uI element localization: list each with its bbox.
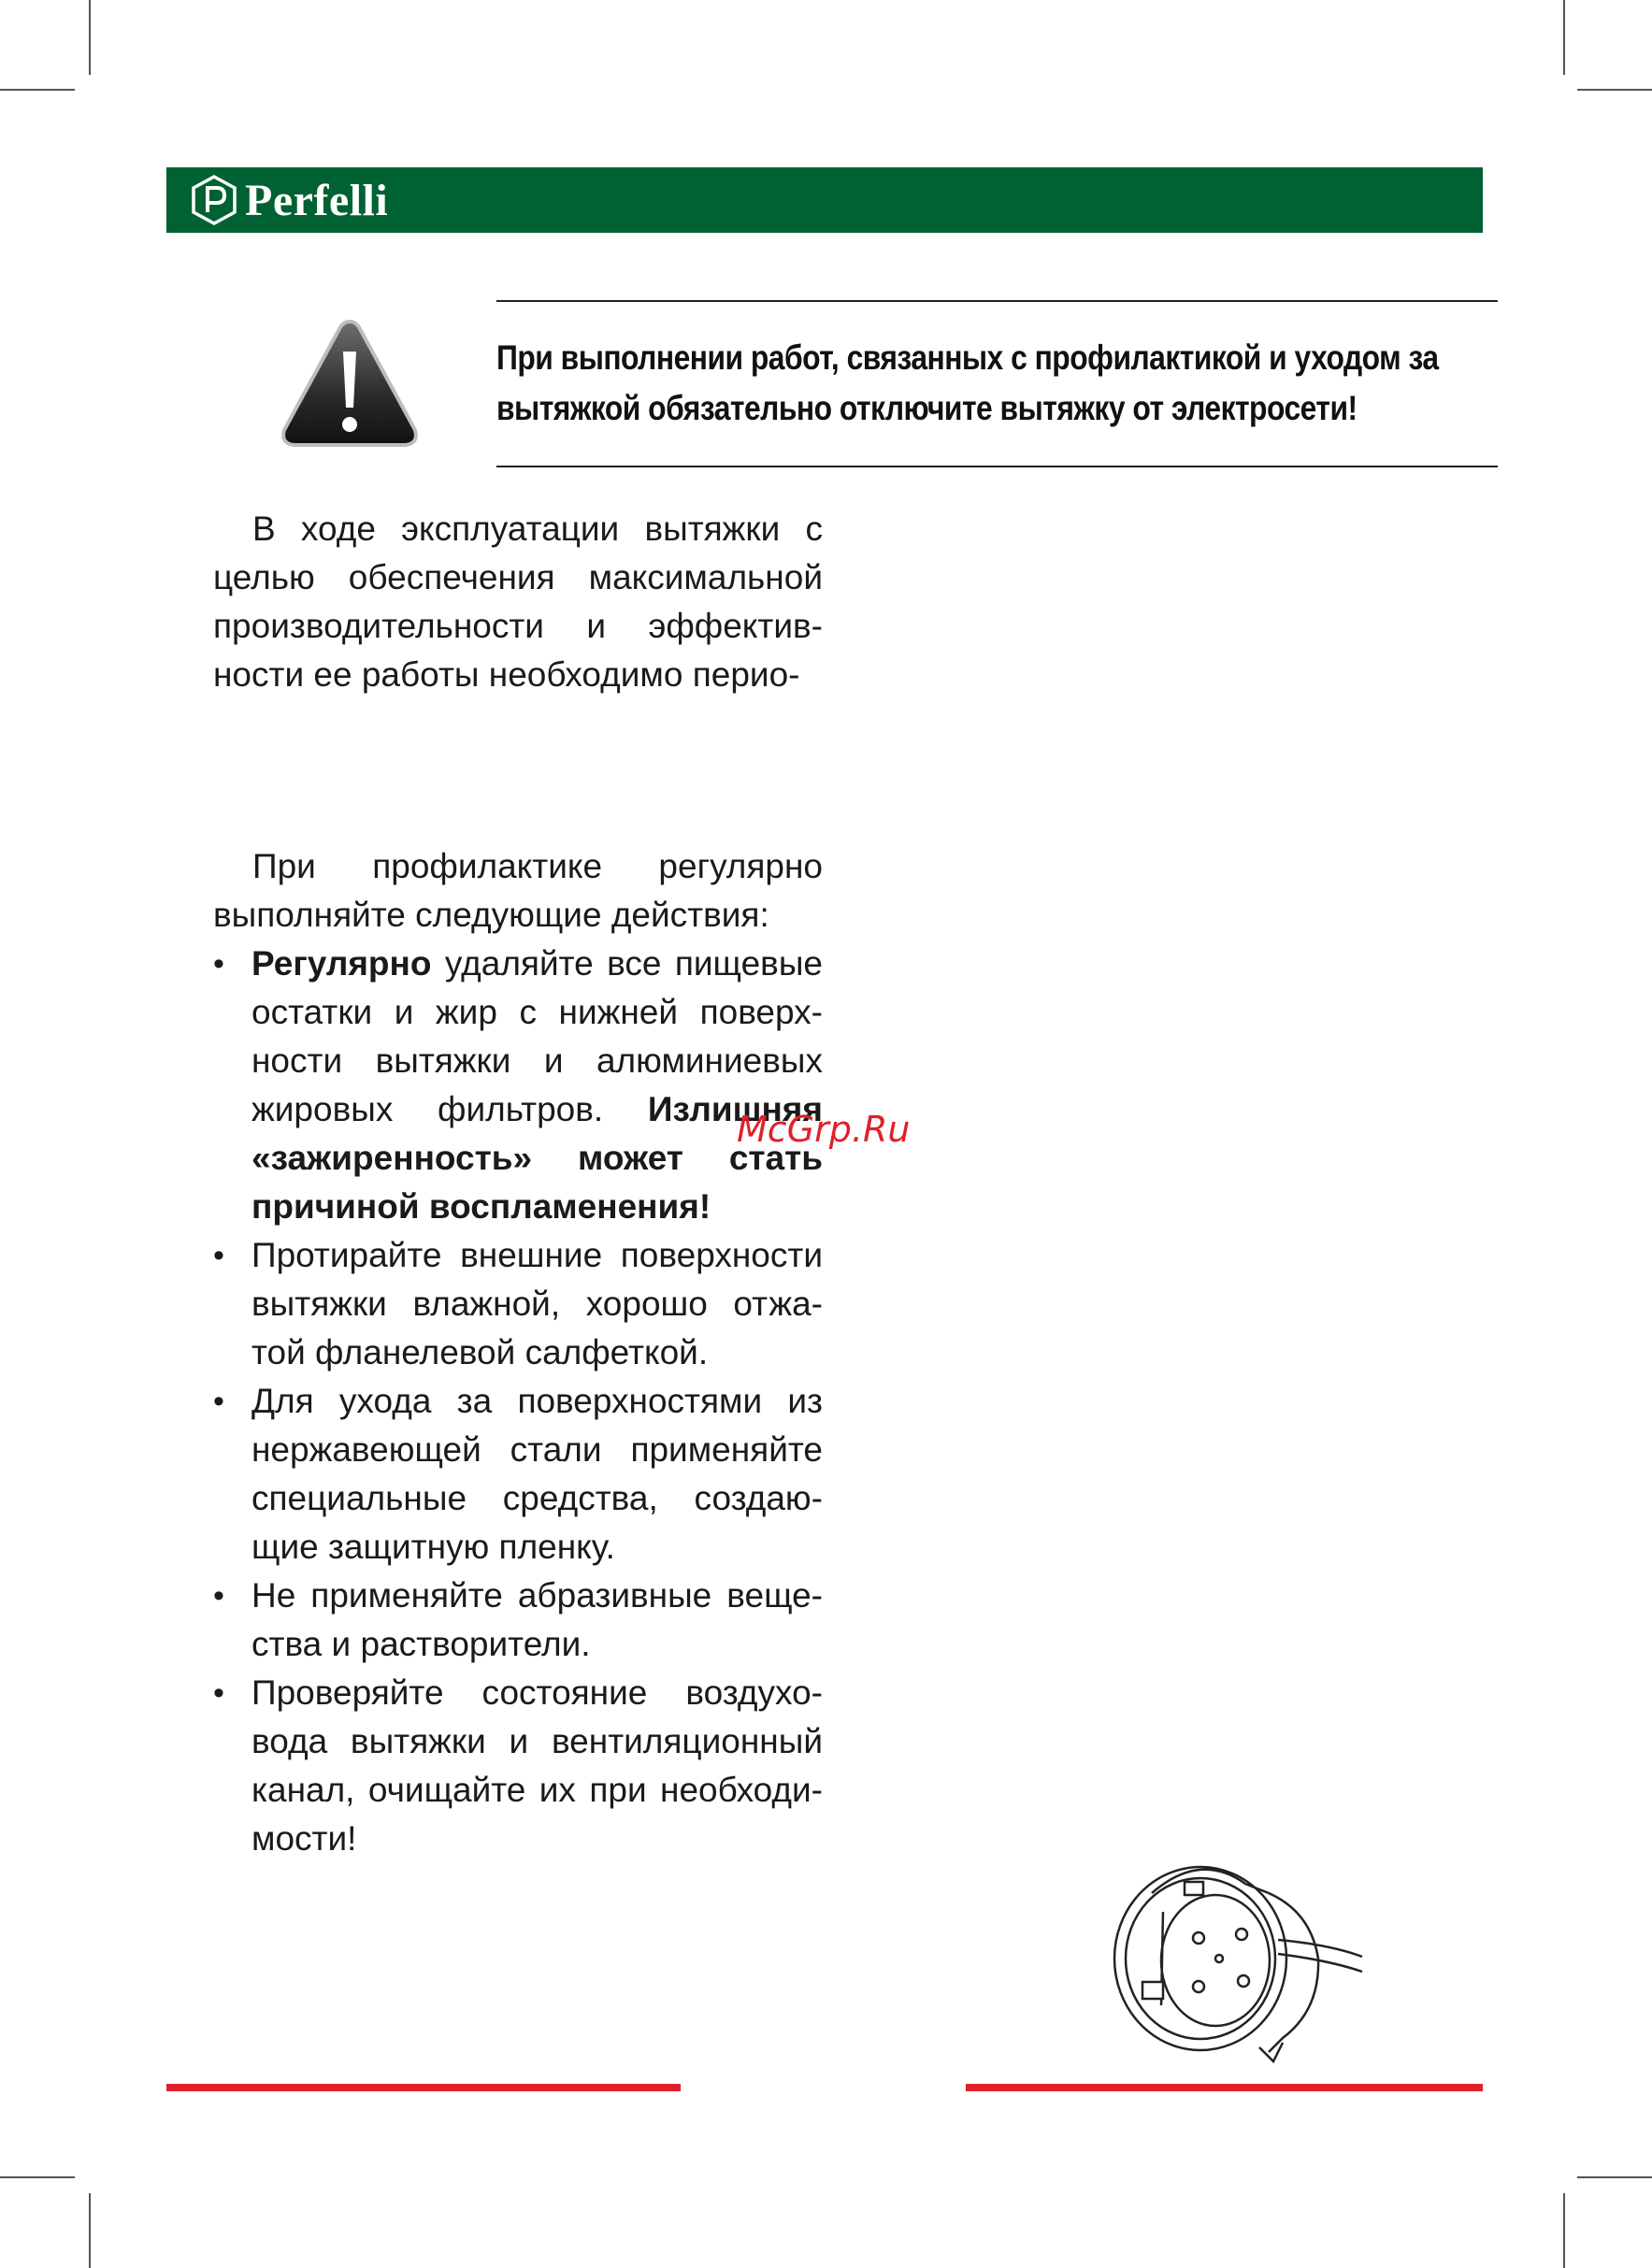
list-item-text: Протирайте внешние поверхности вытяжки влажной, хорошо отжа-той фланелевой салфеткой. <box>251 1236 823 1371</box>
header-bar <box>166 167 1483 233</box>
list-item <box>213 1669 823 1863</box>
crop-mark <box>1563 2193 1565 2268</box>
list-item-bold-lead: Регулярно <box>251 944 432 983</box>
list-item-text: Проверяйте состояние воздухо-вода вытяжки и вентиляционный канал, очищайте их при необходи-мости! <box>251 1673 823 1858</box>
watermark: McGrp.Ru <box>737 1109 911 1150</box>
warning-top-rule <box>496 300 1498 302</box>
warning-triangle-icon <box>279 316 421 451</box>
maintenance-section <box>213 842 823 1863</box>
list-item-text: Для ухода за поверхностями из нержавеющей стали применяйте специальные средства, создаю-щие защитную пленку. <box>251 1382 823 1566</box>
intro-paragraph-block <box>213 505 823 699</box>
footer-accent-line-left <box>166 2084 681 2091</box>
maintenance-intro: При профилактике регулярно выполняйте следующие действия: <box>213 847 823 934</box>
bullet-icon: • <box>213 1238 224 1273</box>
crop-mark <box>1577 2176 1652 2178</box>
crop-mark <box>0 89 75 91</box>
perfelli-p-logo-icon <box>191 175 237 225</box>
list-item <box>213 1572 823 1669</box>
bullet-icon: • <box>213 1578 224 1614</box>
crop-mark <box>0 2176 75 2178</box>
bullet-icon: • <box>213 1675 224 1711</box>
bullet-icon: • <box>213 1384 224 1419</box>
list-item-bold-warning: Излишняя «зажиренность» может стать причиной воспламенения! <box>251 1090 823 1226</box>
intro-paragraph: В ходе эксплуатации вытяжки с целью обеспечения максимальной производительности и эффектив-ности ее работы необходимо перио- <box>213 510 823 694</box>
footer-accent-line-right <box>966 2084 1483 2091</box>
crop-mark <box>1577 89 1652 91</box>
brand-logo <box>191 175 388 226</box>
maintenance-list <box>213 940 823 1863</box>
brand-name: Perfelli <box>245 175 389 225</box>
plug-disconnect-icon <box>1096 1856 1367 2066</box>
crop-mark <box>89 2193 91 2268</box>
list-item <box>213 1377 823 1572</box>
list-item <box>213 1231 823 1377</box>
crop-mark <box>89 0 91 75</box>
bullet-icon: • <box>213 946 224 982</box>
warning-bottom-rule <box>496 466 1498 467</box>
list-item-text: Не применяйте абразивные веще-ства и растворители. <box>251 1576 823 1663</box>
crop-mark <box>1563 0 1565 75</box>
list-item <box>213 940 823 1231</box>
list-item-text: удаляйте все пищевые остатки и жир с нижней поверх-ности вытяжки и алюминиевых жировых фильтров. <box>251 944 823 1128</box>
warning-message: При выполнении работ, связанных с профилактикой и уходом за вытяжкой обязательно отключите вытяжку от электросети! <box>496 338 1439 427</box>
